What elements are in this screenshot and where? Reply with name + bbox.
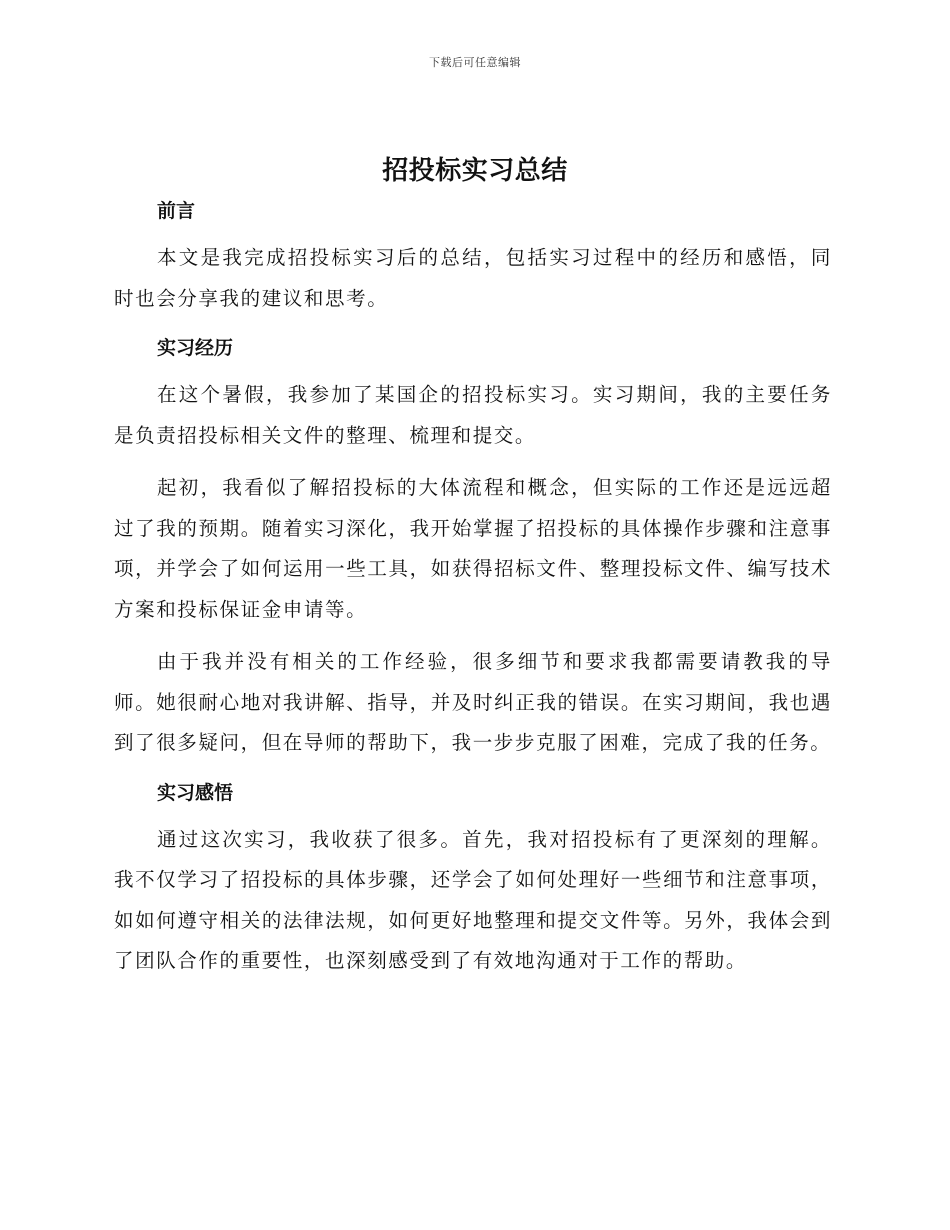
paragraph-experience-3: 由于我并没有相关的工作经验，很多细节和要求我都需要请教我的导师。她很耐心地对我讲解、指导，并及时纠正我的错误。在实习期间，我也遇到了很多疑问，但在导师的帮助下，我一步步克服了困难，完成了我的任务。: [114, 650, 832, 754]
paragraph-experience-2: 起初，我看似了解招投标的大体流程和概念，但实际的工作还是远远超过了我的预期。随着实习深化，我开始掌握了招投标的具体操作步骤和注意事项，并学会了如何运用一些工具，如获得招标文件、整理投标文件、编写技术方案和投标保证金申请等。: [114, 476, 832, 621]
paragraph-experience-1: 在这个暑假，我参加了某国企的招投标实习。实习期间，我的主要任务是负责招投标相关文件的整理、梳理和提交。: [114, 383, 832, 447]
header-note: 下载后可任意编辑: [429, 56, 521, 69]
section-heading-reflection: 实习感悟: [157, 781, 234, 804]
document-body: [114, 196, 832, 982]
document-title: 招投标实习总结: [382, 156, 568, 186]
paragraph-reflection-1: 通过这次实习，我收获了很多。首先，我对招投标有了更深刻的理解。我不仅学习了招投标的具体步骤，还学会了如何处理好一些细节和注意事项，如如何遵守相关的法律法规，如何更好地整理和提交文件等。另外，我体会到了团队合作的重要性，也深刻感受到了有效地沟通对于工作的帮助。: [114, 827, 832, 972]
paragraph-preface-1: 本文是我完成招投标实习后的总结，包括实习过程中的经历和感悟，同时也会分享我的建议和思考。: [114, 246, 832, 310]
section-heading-experience: 实习经历: [157, 337, 234, 359]
section-heading-preface: 前言: [157, 200, 196, 222]
